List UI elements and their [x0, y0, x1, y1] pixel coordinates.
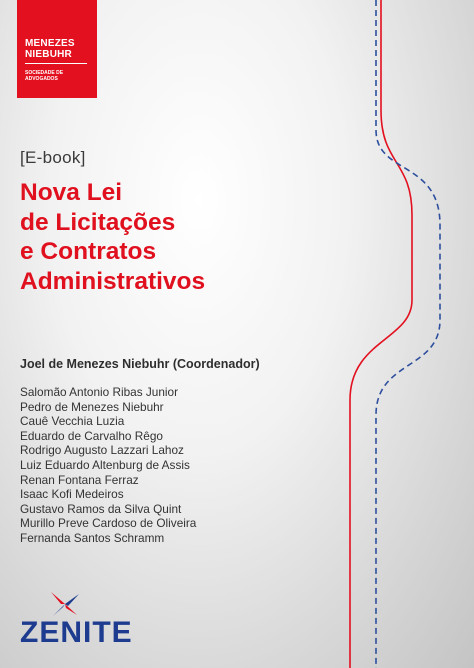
author-item: Cauê Vecchia Luzia — [20, 414, 125, 429]
title-line-4: Administrativos — [20, 267, 206, 295]
author-item: Fernanda Santos Schramm — [20, 530, 165, 545]
author-item: Rodrigo Augusto Lazzari Lahoz — [20, 443, 184, 458]
author-item: Renan Fontana Ferraz — [20, 472, 139, 487]
coordinator-name: Joel de Menezes Niebuhr (Coordenador) — [20, 357, 260, 371]
title-line-1: Nova Lei — [20, 179, 123, 206]
logo-subtitle-line-2: ADVOGADOS — [25, 76, 58, 82]
zenite-star-icon — [48, 590, 82, 618]
blue-dashed-curve-line — [376, 0, 440, 668]
title-line-3: e Contratos — [20, 238, 157, 265]
author-item: Eduardo de Carvalho Rêgo — [20, 428, 163, 443]
author-item: Murillo Preve Cardoso de Oliveira — [20, 516, 197, 531]
author-item: Luiz Eduardo Altenburg de Assis — [20, 457, 190, 472]
author-item: Isaac Kofi Medeiros — [20, 487, 124, 502]
author-item: Pedro de Menezes Niebuhr — [20, 399, 164, 414]
red-curve-line — [350, 0, 412, 668]
logo-name-line-2: NIEBUHR — [25, 49, 72, 60]
zenite-wordmark: ZENITE — [20, 616, 133, 649]
ebook-tag: [E-book] — [20, 148, 86, 167]
author-item: Gustavo Ramos da Silva Quint — [20, 501, 182, 516]
author-list — [20, 385, 196, 546]
zenite-logo — [20, 590, 170, 650]
author-item: Salomão Antonio Ribas Junior — [20, 385, 179, 399]
title-line-2: de Licitações — [20, 208, 176, 236]
logo-subtitle-line-1: SOCIEDADE DE — [25, 70, 64, 76]
logo-name-line-1: MENEZES — [25, 38, 75, 49]
book-title — [20, 178, 350, 296]
